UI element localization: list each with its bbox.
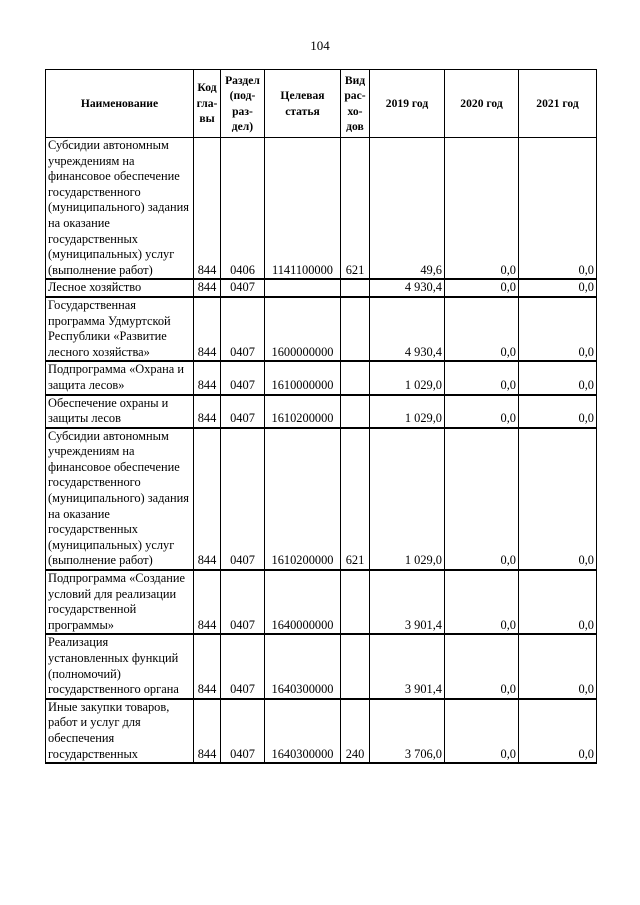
page-number: 104 (310, 38, 330, 53)
row-2019: 4 930,4 (370, 297, 445, 361)
row-name: Лесное хозяйство (46, 279, 194, 297)
table-row (46, 138, 597, 280)
row-code: 844 (194, 361, 221, 394)
header-2021: 2021 год (519, 70, 597, 138)
row-target: 1141100000 (265, 138, 341, 280)
row-section: 0407 (221, 279, 265, 297)
row-section: 0406 (221, 138, 265, 280)
row-target: 1640300000 (265, 634, 341, 698)
row-target: 1600000000 (265, 297, 341, 361)
header-code: Код гла-вы (194, 70, 221, 138)
row-2020: 0,0 (445, 297, 519, 361)
row-section: 0407 (221, 395, 265, 428)
row-target: 1640000000 (265, 570, 341, 634)
row-code: 844 (194, 634, 221, 698)
row-2019: 4 930,4 (370, 279, 445, 297)
row-kind: 621 (341, 138, 370, 280)
table-row (46, 361, 597, 394)
row-2021: 0,0 (519, 279, 597, 297)
row-kind (341, 570, 370, 634)
row-2021: 0,0 (519, 428, 597, 570)
table-row (46, 428, 597, 570)
row-name: Подпрограмма «Охрана и защита лесов» (46, 361, 194, 394)
row-kind: 240 (341, 699, 370, 763)
row-code: 844 (194, 428, 221, 570)
row-section: 0407 (221, 428, 265, 570)
row-code: 844 (194, 297, 221, 361)
budget-table (45, 69, 597, 764)
row-2020: 0,0 (445, 428, 519, 570)
table-row (46, 699, 597, 763)
row-target: 1610000000 (265, 361, 341, 394)
header-2019: 2019 год (370, 70, 445, 138)
row-kind (341, 634, 370, 698)
row-section: 0407 (221, 297, 265, 361)
row-2020: 0,0 (445, 138, 519, 280)
table-row (46, 570, 597, 634)
row-kind (341, 361, 370, 394)
row-2021: 0,0 (519, 634, 597, 698)
row-2021: 0,0 (519, 395, 597, 428)
row-code: 844 (194, 395, 221, 428)
row-section: 0407 (221, 634, 265, 698)
row-2019: 3 901,4 (370, 634, 445, 698)
header-row (46, 70, 597, 138)
row-target: 1610200000 (265, 395, 341, 428)
row-name: Подпрограмма «Создание условий для реализации государственной программы» (46, 570, 194, 634)
row-code: 844 (194, 699, 221, 763)
table-row (46, 279, 597, 297)
row-name: Иные закупки товаров, работ и услуг для обеспечения государственных (46, 699, 194, 763)
row-2019: 1 029,0 (370, 428, 445, 570)
row-2020: 0,0 (445, 279, 519, 297)
row-name: Обеспечение охраны и защиты лесов (46, 395, 194, 428)
row-2019: 3 706,0 (370, 699, 445, 763)
row-2020: 0,0 (445, 395, 519, 428)
row-code: 844 (194, 279, 221, 297)
row-2020: 0,0 (445, 699, 519, 763)
row-target: 1610200000 (265, 428, 341, 570)
row-2021: 0,0 (519, 138, 597, 280)
row-2021: 0,0 (519, 297, 597, 361)
table-row (46, 297, 597, 361)
row-code: 844 (194, 138, 221, 280)
header-name: Наименование (46, 70, 194, 138)
row-name: Субсидии автономным учреждениям на финансовое обеспечение государственного (муниципального) задания на оказание государственных (муниципальных) услуг (выполнение работ) (46, 138, 194, 280)
row-name: Реализация установленных функций (полномочий) государственного органа (46, 634, 194, 698)
row-2020: 0,0 (445, 570, 519, 634)
row-kind (341, 297, 370, 361)
row-2021: 0,0 (519, 361, 597, 394)
row-2019: 1 029,0 (370, 395, 445, 428)
table-row (46, 395, 597, 428)
row-name: Субсидии автономным учреждениям на финансовое обеспечение государственного (муниципального) задания на оказание государственных (муниципальных) услуг (выполнение работ) (46, 428, 194, 570)
row-2021: 0,0 (519, 570, 597, 634)
row-2021: 0,0 (519, 699, 597, 763)
row-name: Государственная программа Удмуртской Республики «Развитие лесного хозяйства» (46, 297, 194, 361)
row-kind (341, 279, 370, 297)
row-section: 0407 (221, 570, 265, 634)
header-2020: 2020 год (445, 70, 519, 138)
row-target: 1640300000 (265, 699, 341, 763)
row-target (265, 279, 341, 297)
header-kind: Вид рас-хо-дов (341, 70, 370, 138)
row-2020: 0,0 (445, 634, 519, 698)
row-2019: 3 901,4 (370, 570, 445, 634)
header-target: Целевая статья (265, 70, 341, 138)
row-code: 844 (194, 570, 221, 634)
row-kind: 621 (341, 428, 370, 570)
row-kind (341, 395, 370, 428)
row-2019: 1 029,0 (370, 361, 445, 394)
row-section: 0407 (221, 699, 265, 763)
row-2020: 0,0 (445, 361, 519, 394)
row-section: 0407 (221, 361, 265, 394)
table-row (46, 634, 597, 698)
header-section: Раздел (под-раз-дел) (221, 70, 265, 138)
row-2019: 49,6 (370, 138, 445, 280)
